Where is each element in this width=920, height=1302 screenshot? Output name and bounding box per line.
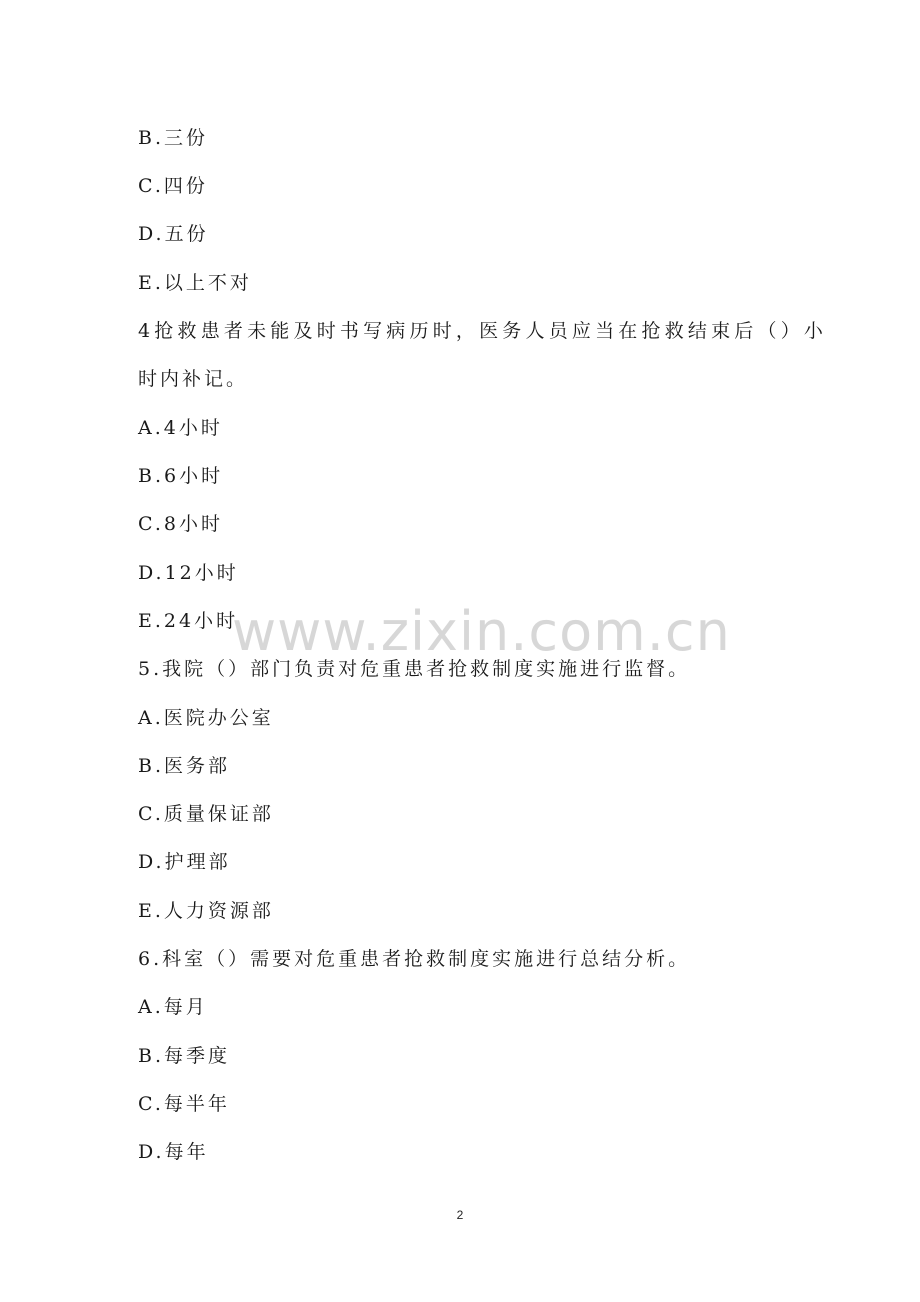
option-4b: B.6小时 (138, 465, 224, 487)
option-3c: C.四份 (138, 175, 208, 197)
option-5c: C.质量保证部 (138, 803, 274, 825)
option-5e: E.人力资源部 (138, 900, 274, 922)
option-5d: D.护理部 (138, 851, 231, 873)
option-4a: A.4小时 (138, 417, 223, 439)
option-6d: D.每年 (138, 1141, 209, 1163)
question-5: 5.我院（）部门负责对危重患者抢救制度实施进行监督。 (138, 658, 691, 680)
option-4e: E.24小时 (138, 610, 239, 632)
option-6b: B.每季度 (138, 1045, 231, 1067)
option-3b: B.三份 (138, 127, 209, 149)
option-3d: D.五份 (138, 223, 209, 245)
question-4-line-1: 4抢救患者未能及时书写病历时，医务人员应当在抢救结束后（）小 (138, 320, 828, 342)
page-number: 2 (456, 1208, 464, 1222)
option-5b: B.医务部 (138, 755, 231, 777)
watermark: www.zixin.com.cn (232, 600, 731, 663)
option-4d: D.12小时 (138, 562, 239, 584)
option-5a: A.医院办公室 (138, 707, 274, 729)
question-4-line-2: 时内补记。 (138, 368, 249, 390)
option-6a: A.每月 (138, 996, 208, 1018)
option-4c: C.8小时 (138, 513, 223, 535)
option-3e: E.以上不对 (138, 272, 252, 294)
question-6: 6.科室（）需要对危重患者抢救制度实施进行总结分析。 (138, 948, 691, 970)
option-6c: C.每半年 (138, 1093, 230, 1115)
